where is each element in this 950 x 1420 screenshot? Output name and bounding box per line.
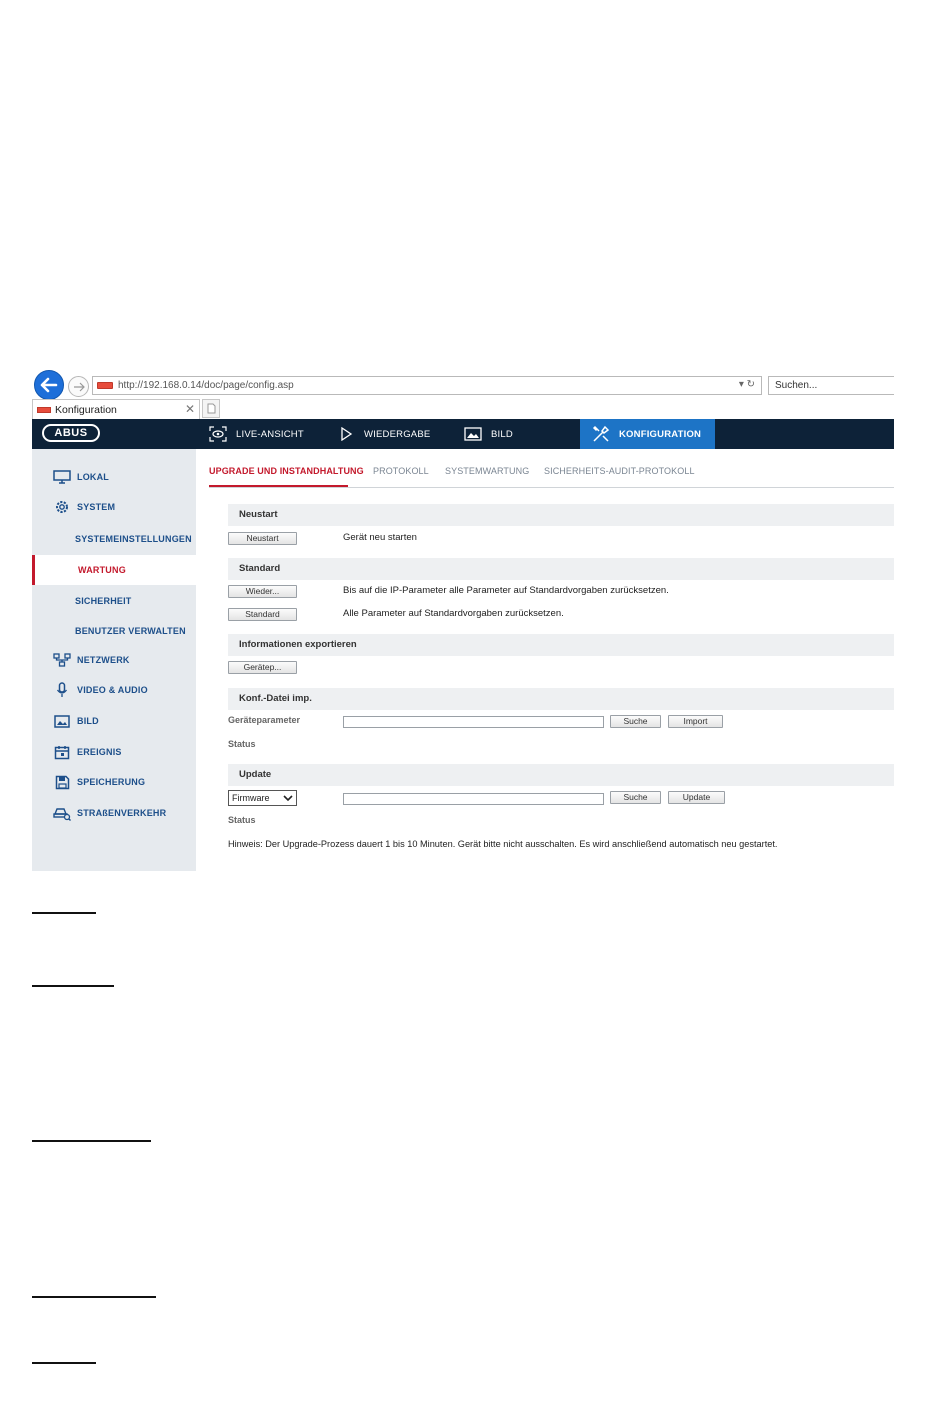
update-type-select[interactable] (228, 790, 297, 806)
sidebar-item-label: BILD (77, 716, 99, 726)
calendar-icon (52, 744, 72, 760)
underline-mark (32, 1140, 151, 1142)
sidebar-item-label: BENUTZER VERWALTEN (75, 626, 186, 636)
update-search-button[interactable]: Suche (610, 791, 661, 804)
nav-konfiguration[interactable] (580, 419, 715, 449)
nav-label: LIVE-ANSICHT (236, 428, 304, 440)
browser-tab[interactable] (32, 399, 200, 419)
sidebar-item-label: LOKAL (77, 472, 109, 482)
export-device-params-button[interactable]: Gerätep... (228, 661, 297, 674)
nav-label: KONFIGURATION (619, 428, 702, 440)
update-file-path-input[interactable] (343, 793, 604, 805)
close-tab-icon[interactable]: ✕ (184, 402, 195, 416)
tab-upgrade-instandhaltung[interactable]: UPGRADE UND INSTANDHALTUNG (209, 466, 364, 476)
sidebar-item-wartung[interactable] (32, 555, 196, 585)
neustart-button[interactable]: Neustart (228, 532, 297, 545)
import-file-path-input[interactable] (343, 716, 604, 728)
sidebar-item-ereignis[interactable] (32, 737, 196, 767)
section-standard-title: Standard (228, 558, 894, 580)
browser-back-button[interactable] (34, 370, 64, 400)
sidebar-item-netzwerk[interactable] (32, 645, 196, 675)
tab-divider (209, 487, 894, 488)
site-favicon-icon (97, 382, 113, 389)
underline-mark (32, 1296, 156, 1298)
abus-logo: ABUS (42, 424, 100, 442)
nav-label: BILD (491, 428, 513, 440)
chevron-down-icon (283, 792, 293, 804)
sidebar-item-label: VIDEO & AUDIO (77, 685, 148, 695)
tab-sicherheits-audit-protokoll[interactable]: SICHERHEITS-AUDIT-PROTOKOLL (544, 466, 695, 476)
section-export-title: Informationen exportieren (228, 634, 894, 656)
browser-forward-button[interactable] (68, 376, 89, 397)
default-description: Alle Parameter auf Standardvorgaben zurücksetzen. (343, 608, 564, 619)
tab-favicon-icon (37, 407, 51, 413)
play-icon (337, 426, 355, 442)
tools-icon (592, 426, 610, 442)
arrow-left-icon (40, 377, 58, 393)
sidebar-item-label: EREIGNIS (77, 747, 122, 757)
default-button[interactable]: Standard (228, 608, 297, 621)
tab-systemwartung[interactable]: SYSTEMWARTUNG (445, 466, 530, 476)
update-type-value: Firmware (232, 793, 270, 803)
section-neustart-title: Neustart (228, 504, 894, 526)
new-tab-button[interactable] (202, 399, 220, 418)
update-button[interactable]: Update (668, 791, 725, 804)
underline-mark (32, 1362, 96, 1364)
underline-mark (32, 985, 114, 987)
sidebar-item-benutzer-verwalten[interactable] (32, 616, 196, 646)
new-tab-icon (207, 403, 216, 414)
section-update-title: Update (228, 764, 894, 786)
import-status-label: Status (228, 739, 256, 749)
address-url: http://192.168.0.14/doc/page/config.asp (118, 380, 294, 391)
monitor-icon (52, 469, 72, 485)
floppy-disk-icon (52, 774, 72, 790)
sidebar-item-label: SPEICHERUNG (77, 777, 146, 787)
underline-mark (32, 912, 96, 914)
sidebar-item-video-audio[interactable] (32, 675, 196, 705)
sidebar-item-lokal[interactable] (32, 462, 196, 492)
network-icon (52, 652, 72, 668)
microphone-icon (52, 682, 72, 698)
sidebar-item-label: NETZWERK (77, 655, 130, 665)
update-status-label: Status (228, 815, 256, 825)
neustart-description: Gerät neu starten (343, 532, 417, 543)
tab-protokoll[interactable]: PROTOKOLL (373, 466, 429, 476)
nav-live-ansicht[interactable] (209, 419, 304, 449)
sidebar-item-label: STRAßENVERKEHR (77, 808, 167, 818)
sidebar-item-sicherheit[interactable] (32, 586, 196, 616)
restore-button[interactable]: Wieder... (228, 585, 297, 598)
top-navigation-bar (32, 419, 894, 449)
import-button[interactable]: Import (668, 715, 723, 728)
sidebar-item-bild[interactable] (32, 706, 196, 736)
import-search-button[interactable]: Suche (610, 715, 661, 728)
image-icon (52, 713, 72, 729)
tab-title: Konfiguration (55, 403, 117, 416)
address-controls[interactable]: ▾ ↻ (738, 379, 755, 390)
browser-search-input[interactable]: Suchen... (768, 376, 894, 395)
image-icon (464, 426, 482, 442)
sidebar-item-speicherung[interactable] (32, 767, 196, 797)
gear-icon (52, 499, 72, 515)
sidebar-item-strassenverkehr[interactable] (32, 798, 196, 828)
sidebar-item-label: SYSTEMEINSTELLUNGEN (75, 534, 192, 544)
nav-wiedergabe[interactable] (337, 419, 430, 449)
nav-bild[interactable] (464, 419, 513, 449)
sidebar-item-label: SYSTEM (77, 502, 116, 512)
sidebar-item-label: SICHERHEIT (75, 596, 132, 606)
sidebar-item-systemeinstellungen[interactable] (32, 524, 196, 554)
nav-label: WIEDERGABE (364, 428, 431, 440)
sidebar-item-label: WARTUNG (78, 565, 126, 575)
eye-icon (209, 426, 227, 442)
restore-description: Bis auf die IP-Parameter alle Parameter auf Standardvorgaben zurücksetzen. (343, 585, 669, 596)
arrow-right-icon (73, 382, 85, 392)
section-import-title: Konf.-Datei imp. (228, 688, 894, 710)
vehicle-search-icon (52, 805, 72, 821)
address-bar[interactable] (92, 376, 762, 395)
upgrade-hint: Hinweis: Der Upgrade-Prozess dauert 1 bis 10 Minuten. Gerät bitte nicht ausschalten. Es wird anschließend automatisch neu gestartet. (228, 839, 778, 849)
device-params-label: Geräteparameter (228, 715, 301, 725)
sidebar-item-system[interactable] (32, 492, 196, 522)
